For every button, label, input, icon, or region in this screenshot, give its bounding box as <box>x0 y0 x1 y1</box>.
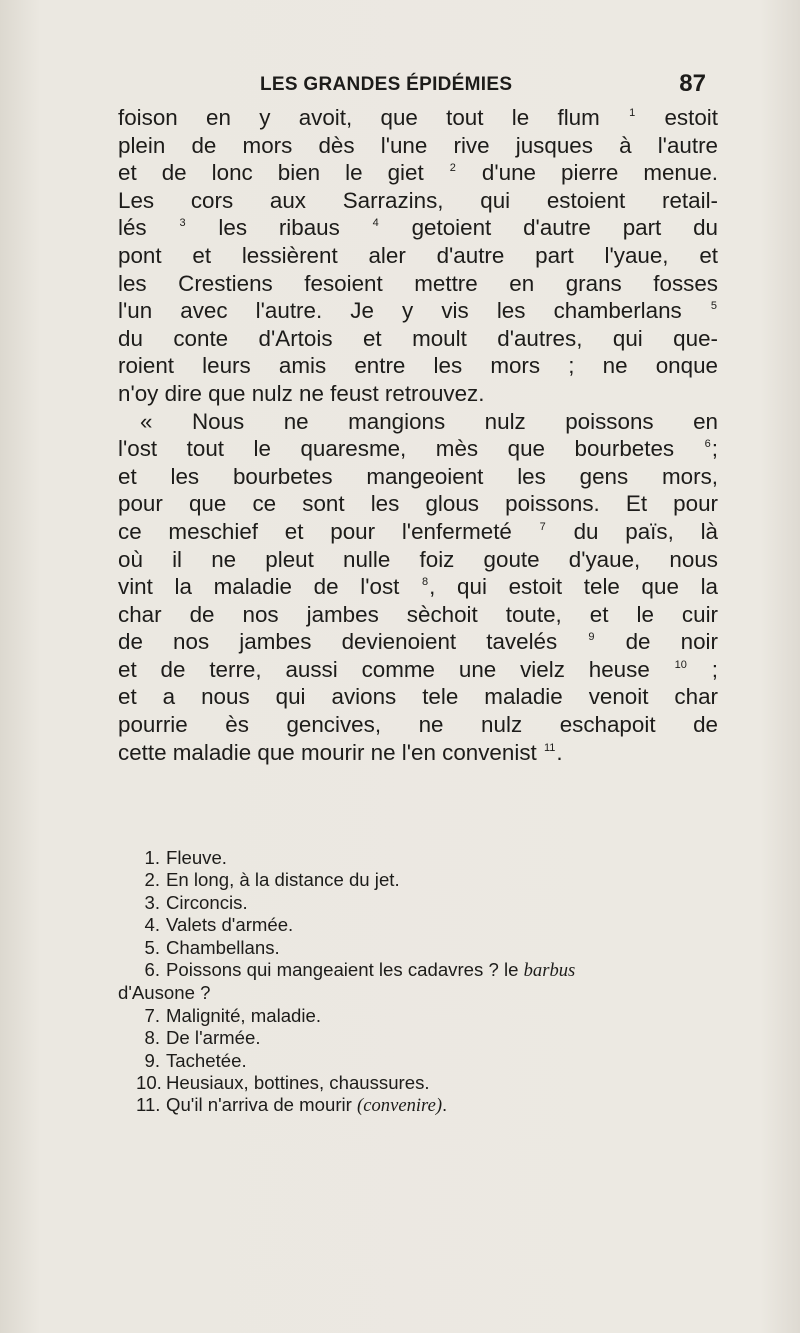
footnote-number: 8. <box>144 1027 160 1049</box>
text-line <box>118 739 718 767</box>
footnote <box>136 869 736 891</box>
footnote <box>136 1050 736 1072</box>
footnote <box>136 959 736 982</box>
footnote <box>136 847 736 869</box>
footnote-ref: 10 <box>674 658 687 671</box>
text-line <box>118 159 718 187</box>
footnote-text: Tachetée. <box>166 1049 247 1071</box>
text-line <box>118 435 718 463</box>
footnote-number: 11. <box>136 1094 161 1116</box>
text-run: l'ost tout le quaresme, mès que bourbetes <box>118 436 704 462</box>
footnote <box>136 1094 736 1117</box>
footnote-number: 10. <box>136 1072 162 1094</box>
text-line <box>118 380 718 408</box>
footnote-ref: 5 <box>710 300 717 313</box>
text-run: et de lonc bien le giet <box>118 160 449 186</box>
text-run: Les cors aux Sarrazins, qui estoient retail- <box>118 187 718 213</box>
footnote <box>118 982 736 1004</box>
footnote-number: 3. <box>144 891 160 913</box>
running-title: LES GRANDES ÉPIDÉMIES <box>260 74 513 95</box>
text-line <box>118 214 718 242</box>
text-line <box>118 518 718 546</box>
text-line <box>118 187 718 215</box>
footnote-text: Chambellans. <box>166 936 280 958</box>
footnote-ref: 8 <box>422 576 429 589</box>
text-run: « Nous ne mangions nulz poissons en <box>140 408 718 434</box>
footnote-number: 1. <box>144 847 160 868</box>
text-run: et a nous qui avions tele maladie venoit char <box>118 684 718 710</box>
text-line <box>118 242 718 270</box>
text-line <box>118 463 718 491</box>
text-line <box>118 270 718 298</box>
text-run: , qui estoit tele que la <box>429 574 719 600</box>
footnote <box>136 892 736 914</box>
footnote-ref: 2 <box>449 162 456 175</box>
footnote-ref: 6 <box>704 438 711 451</box>
footnote-ref: 11 <box>543 741 556 754</box>
text-line <box>118 683 718 711</box>
text-run: du païs, là <box>546 518 718 544</box>
text-run: d'une pierre menue. <box>456 160 718 186</box>
text-line <box>118 132 718 160</box>
text-line <box>118 352 718 380</box>
footnote-italic: (convenire) <box>357 1095 443 1117</box>
text-line <box>118 601 718 629</box>
footnote-text: d'Ausone ? <box>118 982 211 1004</box>
text-run: ce meschief et pour l'enfermeté <box>118 518 539 544</box>
text-run: ; <box>711 436 718 462</box>
footnote-text: Heusiaux, bottines, chaussures. <box>166 1072 430 1094</box>
footnote-text: . <box>442 1094 448 1116</box>
text-line <box>118 546 718 574</box>
text-run: cette maladie que mourir ne l'en convenist <box>118 739 543 765</box>
text-line <box>118 297 718 325</box>
footnote-number: 6. <box>144 959 160 981</box>
footnote-ref: 3 <box>179 217 186 230</box>
footnote-ref: 9 <box>588 631 595 644</box>
text-run: roient leurs amis entre les mors ; ne onque <box>118 353 718 379</box>
text-run: de noir <box>595 629 718 655</box>
text-run: pour que ce sont les glous poissons. Et pour <box>118 491 718 517</box>
text-run: foison en y avoit, que tout le flum <box>118 105 629 130</box>
footnote-ref: 7 <box>539 520 546 533</box>
text-run: pourrie ès gencives, ne nulz eschapoit de <box>118 712 718 738</box>
text-run: plein de mors dès l'une rive jusques à l'autre <box>118 132 718 158</box>
text-line <box>118 325 718 353</box>
footnote <box>136 1072 736 1094</box>
text-run: pont et lessièrent aler d'autre part l'yaue, et <box>118 242 718 268</box>
text-run: n'oy dire que nulz ne feust retrouvez. <box>118 380 485 406</box>
text-run: vint la maladie de l'ost <box>118 574 422 600</box>
footnote-ref: 4 <box>372 217 379 230</box>
footnote-number: 4. <box>144 914 160 936</box>
page-number: 87 <box>679 70 706 97</box>
footnote-number: 2. <box>144 869 160 891</box>
footnote-text: Malignité, maladie. <box>166 1004 322 1026</box>
main-text <box>118 104 718 766</box>
text-run: et les bourbetes mangeoient les gens mors, <box>118 463 718 489</box>
footnote-text: De l'armée. <box>166 1027 261 1049</box>
text-run: de nos jambes devienoient tavelés <box>118 629 588 655</box>
text-line <box>118 711 718 739</box>
footnote-text: En long, à la distance du jet. <box>166 869 400 891</box>
footnote <box>136 937 736 959</box>
text-run: char de nos jambes sèchoit toute, et le cuir <box>118 601 718 627</box>
footnote-text: Poissons qui mangeaient les cadavres ? le <box>166 959 524 981</box>
text-run: les ribaus <box>186 215 372 241</box>
footnote <box>136 1005 736 1027</box>
footnote-number: 7. <box>144 1004 160 1026</box>
footnote-number: 9. <box>144 1049 160 1071</box>
text-run: et de terre, aussi comme une vielz heuse <box>118 656 674 682</box>
text-run: getoient d'autre part du <box>379 215 718 241</box>
text-line <box>118 656 718 684</box>
footnote <box>136 1027 736 1049</box>
text-line <box>118 104 718 132</box>
text-run: . <box>556 739 563 765</box>
text-run: du conte d'Artois et moult d'autres, qui que- <box>118 325 718 351</box>
text-run: où il ne pleut nulle foiz goute d'yaue, nous <box>118 546 718 572</box>
text-run: l'un avec l'autre. Je y vis les chamberlans <box>118 298 710 324</box>
footnote-text: Circoncis. <box>166 891 248 913</box>
text-line <box>118 628 718 656</box>
footnote-text: Qu'il n'arriva de mourir <box>166 1094 358 1116</box>
text-line <box>118 490 718 518</box>
text-run: estoit <box>636 105 718 130</box>
footnote-number: 5. <box>144 936 160 958</box>
page-header <box>260 70 706 104</box>
text-line <box>118 573 718 601</box>
text-run: les Crestiens fesoient mettre en grans fosses <box>118 270 718 296</box>
text-run: lés <box>118 215 179 241</box>
text-line <box>118 408 718 436</box>
footnotes <box>118 847 736 1118</box>
footnote-ref: 1 <box>629 107 636 119</box>
text-run: ; <box>687 656 718 682</box>
footnote-text: Fleuve. <box>166 847 227 868</box>
footnote-italic: barbus <box>523 960 576 982</box>
footnote <box>136 914 736 936</box>
footnote-text: Valets d'armée. <box>166 914 294 936</box>
